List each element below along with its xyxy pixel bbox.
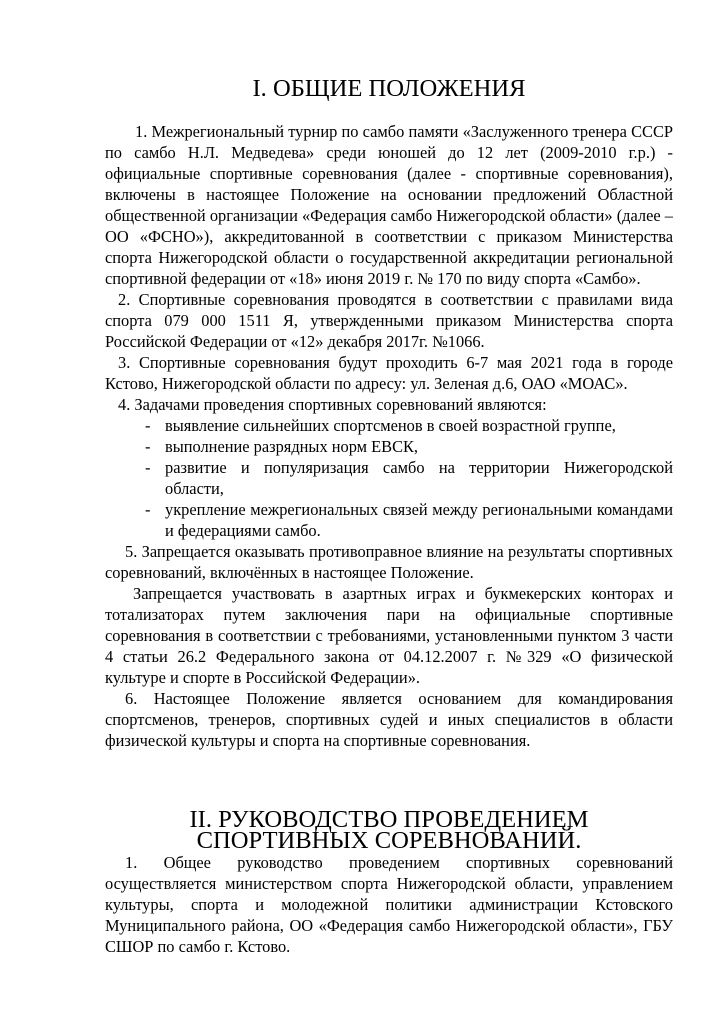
paragraph-3: 3. Спортивные соревнования будут проходить 6-7 мая 2021 года в городе Кстово, Нижегородской области по адресу: ул. Зеленая д.6, ОАО «МОАС». — [105, 353, 673, 393]
list-item: - укрепление межрегиональных связей между региональными командами и федерациями самбо. — [145, 499, 673, 541]
section-2-body — [105, 852, 673, 957]
paragraph-4: 4. Задачами проведения спортивных соревнований являются: — [118, 395, 547, 414]
paragraph-6: 6. Настоящее Положение является основанием для командирования спортсменов, тренеров, спортивных судей и иных специалистов в области физической культуры и спорта на спортивные соревнования. — [105, 689, 673, 750]
paragraph-5: 5. Запрещается оказывать противоправное влияние на результаты спортивных соревнований, включённых в настоящее Положение. — [105, 542, 673, 582]
section-1-body — [105, 121, 673, 751]
list-item: - выявление сильнейших спортсменов в своей возрастной группе, — [145, 415, 673, 436]
paragraph-2-1: 1. Общее руководство проведением спортивных соревнований осуществляется министерством спорта Нижегородской области, управлением культуры, спорта и молодежной политики администрации Кстовского Муниципального района, ОО «Федерация самбо Нижегородской области», ГБУ СШОР по самбо г. Кстово. — [105, 853, 673, 956]
section-2-title: II. РУКОВОДСТВО ПРОВЕДЕНИЕМ СПОРТИВНЫХ СОРЕВНОВАНИЙ. — [189, 806, 589, 854]
section-1-title: I. ОБЩИЕ ПОЛОЖЕНИЯ — [252, 75, 526, 102]
list-item: - выполнение разрядных норм ЕВСК, — [145, 436, 673, 457]
paragraph-5b: Запрещается участвовать в азартных играх и букмекерских конторах и тотализаторах путем заключения пари на официальные спортивные соревнования в соответствии с требованиями, установленными пунктом 3 части 4 статьи 26.2 Федерального закона от 04.12.2007 г. №329 «О физической культуре и спорте в Российской Федерации». — [105, 584, 673, 687]
tasks-list — [105, 415, 673, 541]
paragraph-1: 1. Межрегиональный турнир по самбо памяти «Заслуженного тренера СССР по самбо Н.Л. Медведева» среди юношей до 12 лет (2009-2010 г.р.) - официальные спортивные соревнования (далее - спортивные соревнования), включены в настоящее Положение на основании предложений Областной общественной организации «Федерация самбо Нижегородской области» (далее – ОО «ФСНО»), аккредитованной в соответствии с приказом Министерства спорта Нижегородской области о государственной аккредитации региональной спортивной федерации от «18» июня 2019 г. № 170 по виду спорта «Самбо». — [105, 122, 673, 288]
list-item: - развитие и популяризация самбо на территории Нижегородской области, — [145, 457, 673, 499]
paragraph-2: 2. Спортивные соревнования проводятся в соответствии с правилами вида спорта 079 000 1511 Я, утвержденными приказом Министерства спорта Российской Федерации от «12» декабря 2017г. №1066. — [105, 290, 673, 351]
